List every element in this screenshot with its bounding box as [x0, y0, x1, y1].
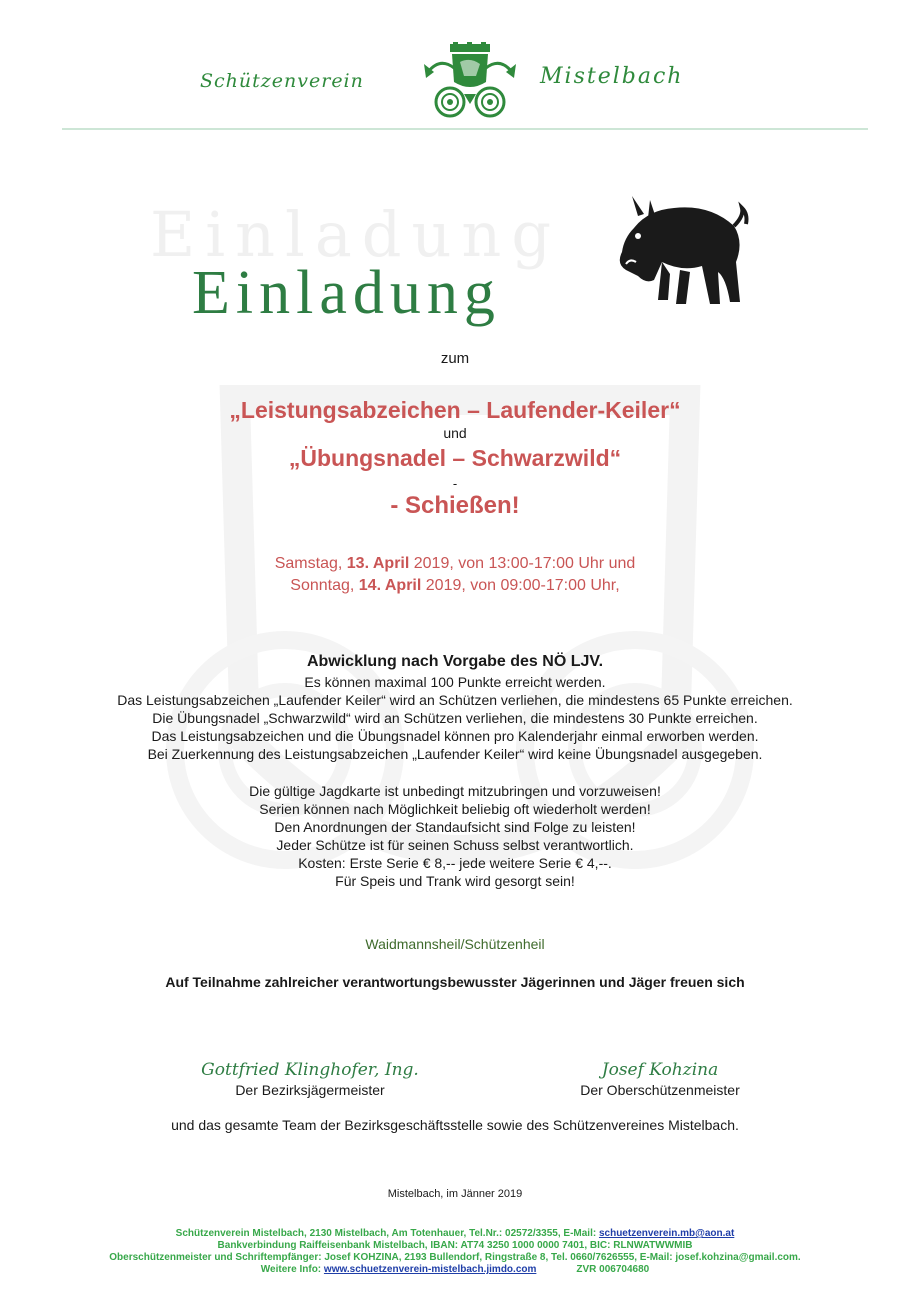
- footer-line-2: Bankverbindung Raiffeisenbank Mistelbach, IBAN: AT74 3250 1000 0000 7401, BIC: RLNWATWWMIB: [217, 1240, 693, 1251]
- place-date: Mistelbach, im Jänner 2019: [387, 1188, 523, 1200]
- note-line: Für Speis und Trank wird gesorgt sein!: [335, 873, 575, 889]
- connector-text: und: [443, 425, 467, 441]
- date-prefix: Samstag,: [274, 555, 347, 572]
- signature-role-1: Der Bezirksjägermeister: [235, 1082, 385, 1098]
- footer-line-1: [0, 1228, 910, 1240]
- rule-line: Das Leistungsabzeichen und die Übungsnadel können pro Kalenderjahr einmal erworben werden.: [151, 728, 759, 744]
- rule-line: Die Übungsnadel „Schwarzwild“ wird an Schützen verliehen, die mindestens 30 Punkte erreichen.: [152, 710, 758, 726]
- date-day: 14. April: [358, 577, 422, 594]
- date-suffix: 2019, von 13:00-17:00 Uhr und: [409, 555, 636, 572]
- rules-heading: Abwicklung nach Vorgabe des NÖ LJV.: [306, 653, 604, 670]
- event-title-3: - Schießen!: [390, 492, 520, 519]
- footer-text: Schützenverein Mistelbach, 2130 Mistelbach, Am Totenhauer, Tel.Nr.: 02572/3355, E-Mail:: [175, 1228, 599, 1239]
- event-title-2: „Übungsnadel – Schwarzwild“: [288, 445, 622, 471]
- note-line: Kosten: Erste Serie € 8,-- jede weitere Serie € 4,--.: [298, 855, 612, 871]
- invite-line: Auf Teilnahme zahlreicher verantwortungsbewusster Jägerinnen und Jäger freuen sich: [165, 974, 745, 990]
- header-divider: [62, 128, 868, 130]
- wild-boar-illustration: [610, 192, 760, 312]
- club-name-left: Schützenverein: [200, 70, 364, 92]
- signature-name-1: Gottfried Klinghofer, Ing.: [201, 1060, 419, 1080]
- website-link[interactable]: www.schuetzenverein-mistelbach.jimdo.com: [323, 1264, 537, 1275]
- event-title-1: „Leistungsabzeichen – Laufender-Keiler“: [229, 397, 681, 423]
- signature-name-2: Josef Kohzina: [601, 1060, 719, 1080]
- signature-role-2: Der Oberschützenmeister: [580, 1082, 740, 1098]
- rule-line: Das Leistungsabzeichen „Laufender Keiler“ wird an Schützen verliehen, die mindestens 65 Punkte erreichen.: [117, 692, 793, 708]
- club-name-right: Mistelbach: [540, 64, 684, 89]
- footer-line-4: [0, 1264, 910, 1276]
- team-line: und das gesamte Team der Bezirksgeschäftsstelle sowie des Schützenvereines Mistelbach.: [171, 1117, 739, 1133]
- rule-line: Bei Zuerkennung des Leistungsabzeichen „Laufender Keiler“ wird keine Übungsnadel ausgegeben.: [147, 746, 763, 762]
- footer-line-3: Oberschützenmeister und Schriftempfänger: Josef KOHZINA, 2193 Bullendorf, Ringstraße 8, Tel. 0660/7626555, E-Mail: josef.kohzina@gmail.com.: [109, 1252, 801, 1263]
- date-prefix: Sonntag,: [290, 577, 359, 594]
- note-line: Die gültige Jagdkarte ist unbedingt mitzubringen und vorzuweisen!: [249, 783, 661, 799]
- rules-list: [0, 673, 910, 763]
- email-link[interactable]: schuetzenverein.mb@aon.at: [598, 1228, 735, 1239]
- note-line: Jeder Schütze ist für seinen Schuss selbst verantwortlich.: [276, 837, 634, 853]
- date-suffix: 2019, von 09:00-17:00 Uhr,: [421, 577, 620, 594]
- footer-text: Weitere Info:: [260, 1264, 324, 1275]
- ghost-title: Einladung: [150, 198, 562, 271]
- dash-text: -: [452, 476, 458, 491]
- date-line-1: [0, 555, 910, 573]
- note-line: Serien können nach Möglichkeit beliebig oft wiederholt werden!: [259, 801, 651, 817]
- footer: [0, 1228, 910, 1276]
- club-crest-logo: [420, 42, 520, 122]
- page-title: Einladung: [192, 259, 501, 327]
- zvr-number: ZVR 006704680: [576, 1264, 650, 1275]
- date-line-2: [0, 577, 910, 595]
- greeting-text: Waidmannsheil/Schützenheil: [365, 936, 545, 952]
- intro-text: zum: [440, 350, 470, 367]
- note-line: Den Anordnungen der Standaufsicht sind Folge zu leisten!: [274, 819, 636, 835]
- date-day: 13. April: [346, 555, 410, 572]
- rule-line: Es können maximal 100 Punkte erreicht werden.: [304, 674, 606, 690]
- notes-list: [0, 782, 910, 890]
